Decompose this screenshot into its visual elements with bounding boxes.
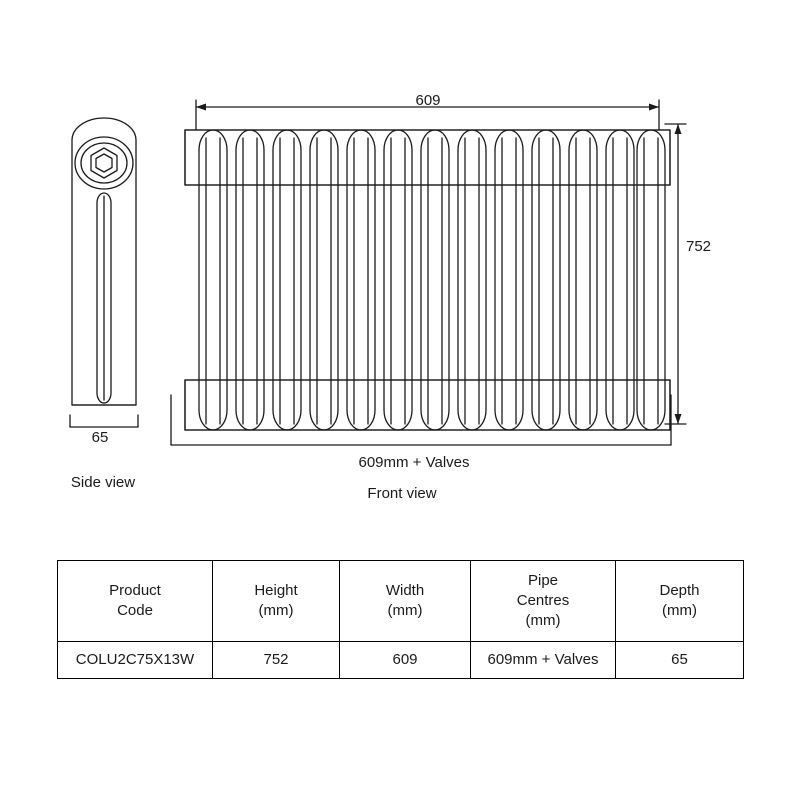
header-width: Width (mm) [340, 561, 471, 642]
side-view-title: Side view [70, 474, 136, 491]
cell-height: 752 [213, 642, 340, 679]
cell-width: 609 [340, 642, 471, 679]
side-view-radiator [70, 118, 138, 427]
table-row [58, 642, 744, 679]
height-dimension-line [665, 124, 686, 424]
height-dimension-label: 752 [686, 238, 712, 255]
front-view-radiator [185, 130, 670, 430]
header-product-code: Product Code [58, 561, 213, 642]
cell-product-code: COLU2C75X13W [58, 642, 213, 679]
specification-table [57, 560, 744, 679]
depth-dimension-label: 65 [91, 429, 109, 446]
table-header-row [58, 561, 744, 642]
header-depth: Depth (mm) [616, 561, 744, 642]
cell-depth: 65 [616, 642, 744, 679]
header-height: Height (mm) [213, 561, 340, 642]
pipe-centres-label: 609mm + Valves [358, 454, 470, 471]
cell-pipe-centres: 609mm + Valves [471, 642, 616, 679]
front-view-title: Front view [367, 485, 437, 502]
header-pipe-centres: Pipe Centres (mm) [471, 561, 616, 642]
width-dimension-label: 609 [415, 92, 441, 109]
